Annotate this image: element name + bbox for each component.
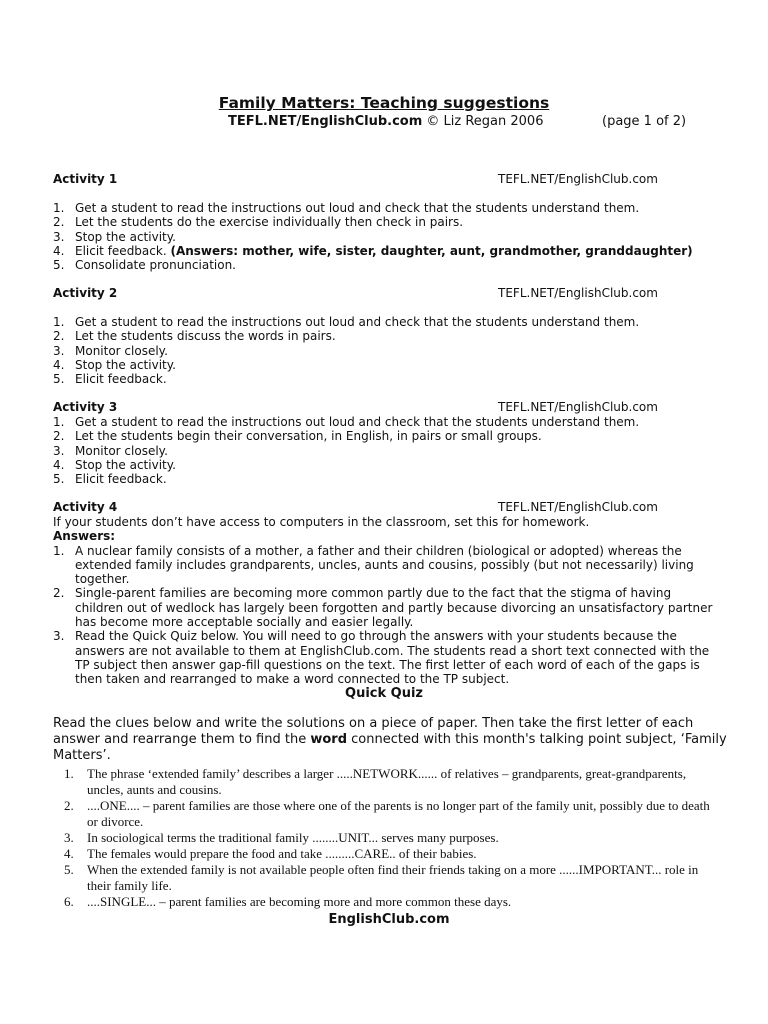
activity-title: Activity 4 (53, 500, 118, 514)
activity-header (53, 400, 718, 415)
header-subline (0, 114, 768, 132)
item-number: 4. (53, 457, 65, 472)
list-item (53, 415, 718, 429)
list-item (53, 472, 718, 486)
activity-source: TEFL.NET/EnglishClub.com (498, 286, 658, 300)
item-text: Get a student to read the instructions out loud and check that the students understand them. (75, 315, 640, 329)
list-item (53, 372, 718, 386)
item-number: 3. (53, 443, 65, 458)
activity-4-section (53, 500, 718, 687)
item-text: Elicit feedback. (75, 472, 167, 487)
quiz-item (60, 766, 720, 798)
item-text: ....ONE.... – parent families are those where one of the parents is no longer part of the family unit, possibly due to death or divorce. (87, 798, 710, 829)
item-number: 1. (64, 766, 74, 781)
activity-3-section (53, 400, 718, 486)
item-number: 2. (53, 215, 65, 230)
site-name: TEFL.NET/EnglishClub.com (228, 114, 423, 129)
item-text: In sociological terms the traditional family ........UNIT... serves many purposes. (87, 830, 499, 845)
item-text: Elicit feedback. (75, 243, 171, 258)
author-credit: © Liz Regan 2006 (422, 114, 544, 129)
activity-source: TEFL.NET/EnglishClub.com (498, 400, 658, 414)
answers-heading: Answers: (53, 529, 116, 544)
item-text: Single-parent families are becoming more common partly due to the fact that the stigma of having children out of wedlock has largely been forgotten and partly because divorcing an unsatisfactory partner has become more acceptable socially and easier legally. (75, 586, 713, 630)
list-item (53, 344, 718, 358)
item-number: 3. (53, 343, 65, 358)
item-text: Read the Quick Quiz below. You will need to go through the answers with your students because the answers are not available to them at EnglishClub.com. The students read a short text connected with the TP subject then answer gap-fill questions on the text. The first letter of each word of each of the gaps is then taken and rearranged to make a word connected to the TP subject. (75, 629, 710, 687)
answer-key: (Answers: mother, wife, sister, daughter, aunt, grandmother, granddaughter) (170, 243, 693, 258)
quiz-instructions (53, 716, 728, 764)
item-text: The females would prepare the food and take .........CARE.. of their babies. (87, 846, 477, 861)
item-text: Stop the activity. (75, 357, 176, 372)
item-text: Monitor closely. (75, 443, 168, 458)
item-text: Monitor closely. (75, 343, 168, 358)
list-item (53, 244, 718, 258)
activity-steps (53, 315, 718, 386)
activity-steps (53, 415, 718, 486)
item-number: 2. (53, 429, 65, 444)
page-number: (page 1 of 2) (602, 114, 687, 129)
list-item (53, 201, 718, 215)
item-number: 2. (53, 329, 65, 344)
quiz-item (60, 798, 720, 830)
activity-steps (53, 201, 718, 272)
item-text: Get a student to read the instructions out loud and check that the students understand them. (75, 201, 640, 215)
list-item (53, 429, 718, 443)
item-number: 6. (64, 894, 74, 909)
intro-bold-word: word (310, 732, 348, 747)
item-text: The phrase ‘extended family’ describes a larger .....NETWORK...... of relatives – grandparents, great-grandparents, uncles, aunts and cousins. (87, 766, 687, 797)
item-text: Let the students do the exercise individually then check in pairs. (75, 215, 464, 230)
list-item (53, 358, 718, 372)
item-text: Stop the activity. (75, 457, 176, 472)
activity-header (53, 286, 718, 301)
list-item (53, 215, 718, 229)
list-item (53, 586, 718, 629)
activity-source: TEFL.NET/EnglishClub.com (498, 172, 658, 186)
activity-title: Activity 1 (53, 172, 118, 186)
activity-header (53, 500, 718, 515)
list-item (53, 444, 718, 458)
item-text: A nuclear family consists of a mother, a father and their children (biological or adopted) whereas the extended family includes grandparents, uncles, aunts and cousins, possibly (but not necessarily) living together. (75, 543, 694, 587)
item-number: 3. (53, 229, 65, 244)
quiz-item (60, 894, 720, 910)
item-text: Get a student to read the instructions out loud and check that the students understand them. (75, 415, 640, 429)
activity-2-section (53, 286, 718, 386)
page-title: Family Matters: Teaching suggestions (218, 94, 550, 112)
activity-title: Activity 3 (53, 400, 118, 414)
item-number: 4. (53, 243, 65, 258)
intro-text: Read the clues below and write the solutions on a piece of paper. Then take the first letter of each answer and rearrange them to find the (53, 716, 694, 747)
intro-text-end: connected with this month's talking point subject, ‘Family Matters’. (53, 732, 727, 763)
activity-1-section (53, 172, 718, 272)
footer-site: EnglishClub.com (328, 912, 450, 927)
item-text: Let the students discuss the words in pairs. (75, 329, 336, 344)
list-item (53, 329, 718, 343)
activity-intro: If your students don’t have access to computers in the classroom, set this for homework. (53, 515, 590, 529)
activity-source: TEFL.NET/EnglishClub.com (498, 500, 658, 514)
item-number: 5. (64, 862, 74, 877)
answer-list (53, 544, 718, 687)
item-text: Stop the activity. (75, 229, 176, 244)
site-credit (228, 114, 543, 129)
activity-header (53, 172, 718, 187)
quiz-item (60, 862, 720, 894)
list-item (53, 315, 718, 329)
item-text: Consolidate pronunciation. (75, 258, 236, 273)
item-number: 1. (53, 543, 65, 558)
quiz-title: Quick Quiz (345, 686, 423, 701)
list-item (53, 458, 718, 472)
item-number: 4. (64, 846, 74, 861)
list-item (53, 629, 718, 686)
list-item (53, 258, 718, 272)
activity-title: Activity 2 (53, 286, 118, 300)
list-item (53, 230, 718, 244)
item-number: 1. (53, 415, 65, 429)
quiz-item (60, 830, 720, 846)
list-item (53, 544, 718, 587)
item-number: 5. (53, 372, 65, 387)
item-number: 5. (53, 258, 65, 273)
item-text: ....SINGLE... – parent families are becoming more and more common these days. (87, 894, 512, 909)
item-number: 5. (53, 472, 65, 487)
item-text: Elicit feedback. (75, 372, 167, 387)
item-number: 1. (53, 315, 65, 329)
item-text: When the extended family is not available people often find their friends taking on a more ......IMPORTANT... role in their family life. (87, 862, 699, 893)
item-number: 2. (64, 798, 74, 813)
item-number: 2. (53, 586, 65, 601)
quiz-item (60, 846, 720, 862)
item-number: 3. (53, 629, 65, 644)
item-number: 4. (53, 357, 65, 372)
item-number: 1. (53, 201, 65, 215)
item-number: 3. (64, 830, 74, 845)
quiz-questions (60, 766, 720, 910)
item-text: Let the students begin their conversation, in English, in pairs or small groups. (75, 429, 542, 444)
